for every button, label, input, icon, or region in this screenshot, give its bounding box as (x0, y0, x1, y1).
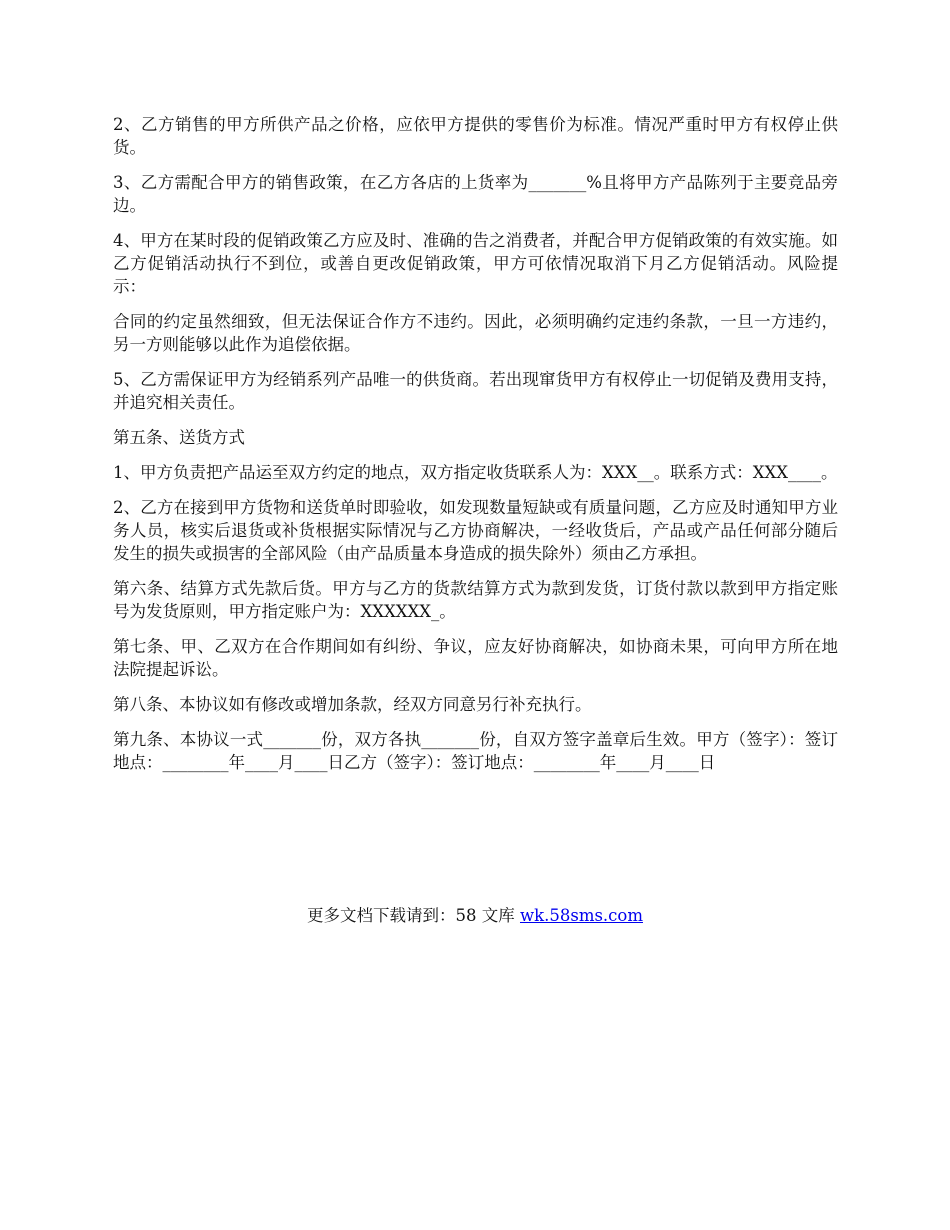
risk-note: 合同的约定虽然细致，但无法保证合作方不违约。因此，必须明确约定违约条款，一旦一方违约，另一方则能够以此作为追偿依据。 (113, 312, 838, 354)
clause-2-price: 2、乙方销售的甲方所供产品之价格，应依甲方提供的零售价为标准。情况严重时甲方有权停止供货。 (113, 115, 838, 157)
clause-5-sole-supplier: 5、乙方需保证甲方为经销系列产品唯一的供货商。若出现窜货甲方有权停止一切促销及费用支持，并追究相关责任。 (113, 370, 838, 412)
article-9-signatures: 第九条、本协议一式_______份，双方各执_______份，自双方签字盖章后生效。甲方（签字）：签订地点：________年____月____日乙方（签字）：签订地点：________年____月____日 (113, 730, 838, 772)
clause-3-shelf-rate: 3、乙方需配合甲方的销售政策，在乙方各店的上货率为_______%且将甲方产品陈列于主要竞品旁边。 (113, 173, 838, 215)
delivery-clause-1: 1、甲方负责把产品运至双方约定的地点，双方指定收货联系人为：XXX__。联系方式：XXX____。 (113, 463, 838, 482)
article-5-heading: 第五条、送货方式 (113, 428, 245, 447)
footer-link[interactable]: wk.58sms.com (519, 906, 643, 925)
article-7-disputes: 第七条、甲、乙双方在合作期间如有纠纷、争议，应友好协商解决，如协商未果，可向甲方所在地法院提起诉讼。 (113, 637, 838, 679)
document-body (113, 113, 838, 786)
delivery-clause-2: 2、乙方在接到甲方货物和送货单时即验收，如发现数量短缺或有质量问题，乙方应及时通知甲方业务人员，核实后退货或补货根据实际情况与乙方协商解决，一经收货后，产品或产品任何部分随后发生的损失或损害的全部风险（由产品质量本身造成的损失除外）须由乙方承担。 (113, 498, 838, 563)
article-6-settlement: 第六条、结算方式先款后货。甲方与乙方的货款结算方式为款到发货，订货付款以款到甲方指定账号为发货原则，甲方指定账户为：XXXXXX_。 (113, 579, 838, 621)
footer-text: 更多文档下载请到：58 文库 (306, 906, 520, 925)
article-8-amendments: 第八条、本协议如有修改或增加条款，经双方同意另行补充执行。 (113, 695, 592, 714)
download-footer (0, 904, 950, 927)
clause-4-promotion: 4、甲方在某时段的促销政策乙方应及时、准确的告之消费者，并配合甲方促销政策的有效实施。如乙方促销活动执行不到位，或善自更改促销政策，甲方可依情况取消下月乙方促销活动。风险提示： (113, 231, 838, 296)
